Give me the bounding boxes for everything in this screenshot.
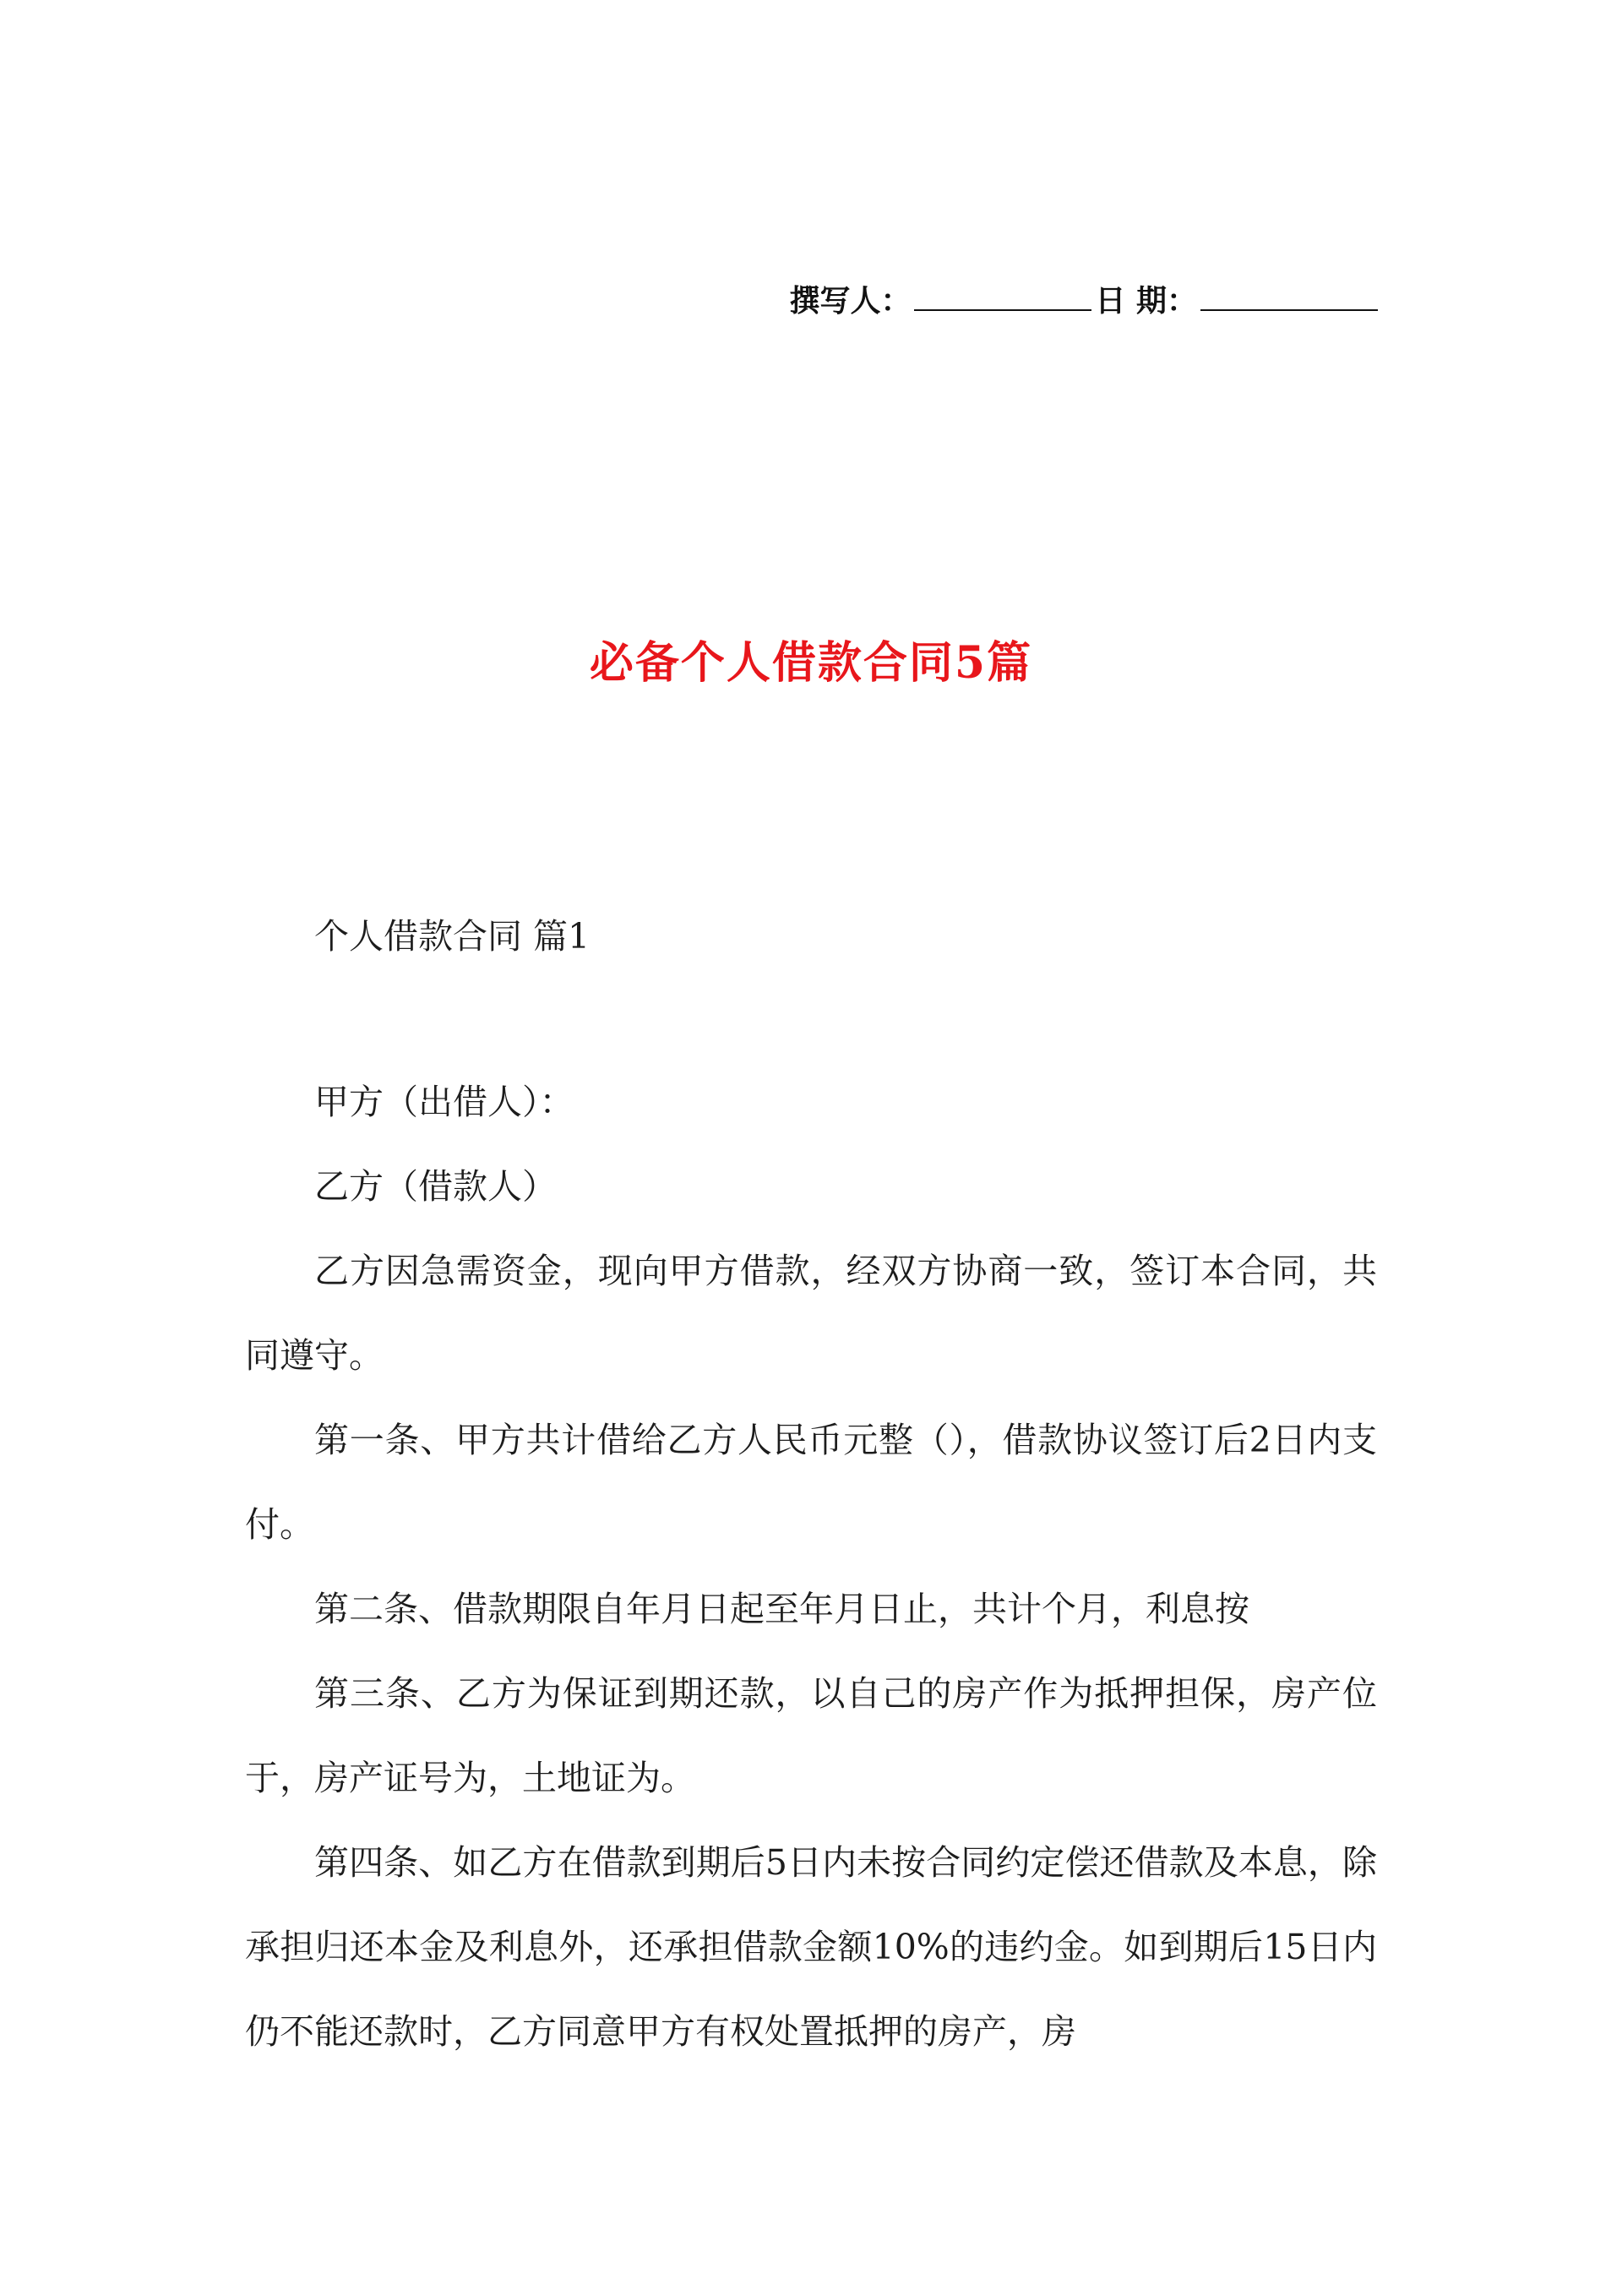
author-blank (914, 281, 1091, 311)
author-date-line (789, 281, 1381, 321)
paragraph-article-2: 第二条、借款期限自年月日起至年月日止，共计个月，利息按 (314, 1589, 1249, 1629)
paragraph-article-3: 第三条、乙方为保证到期还款，以自己的房产作为抵押担保，房产位于，房产证号为，土地证为。 (245, 1673, 1377, 1798)
paragraph-article-1: 第一条、甲方共计借给乙方人民币元整（），借款协议签订后2日内支付。 (245, 1420, 1377, 1545)
paragraph-party-a: 甲方（出借人）： (314, 1082, 574, 1122)
document-title: 必备个人借款合同5篇 (589, 637, 1033, 689)
paragraph-party-b: 乙方（借款人） (314, 1166, 557, 1207)
paragraph-intro: 乙方因急需资金，现向甲方借款，经双方协商一致，签订本合同，共同遵守。 (245, 1251, 1377, 1376)
author-label: 撰写人： (789, 283, 912, 319)
section-title: 个人借款合同 篇1 (314, 916, 591, 957)
date-blank (1200, 281, 1378, 311)
date-label: 日 期： (1095, 283, 1197, 319)
document-body (245, 894, 1377, 2074)
paragraph-article-4: 第四条、如乙方在借款到期后5日内未按合同约定偿还借款及本息，除承担归还本金及利息外，还承担借款金额10%的违约金。如到期后15日内仍不能还款时，乙方同意甲方有权处置抵押的房产，房 (245, 1842, 1377, 2052)
